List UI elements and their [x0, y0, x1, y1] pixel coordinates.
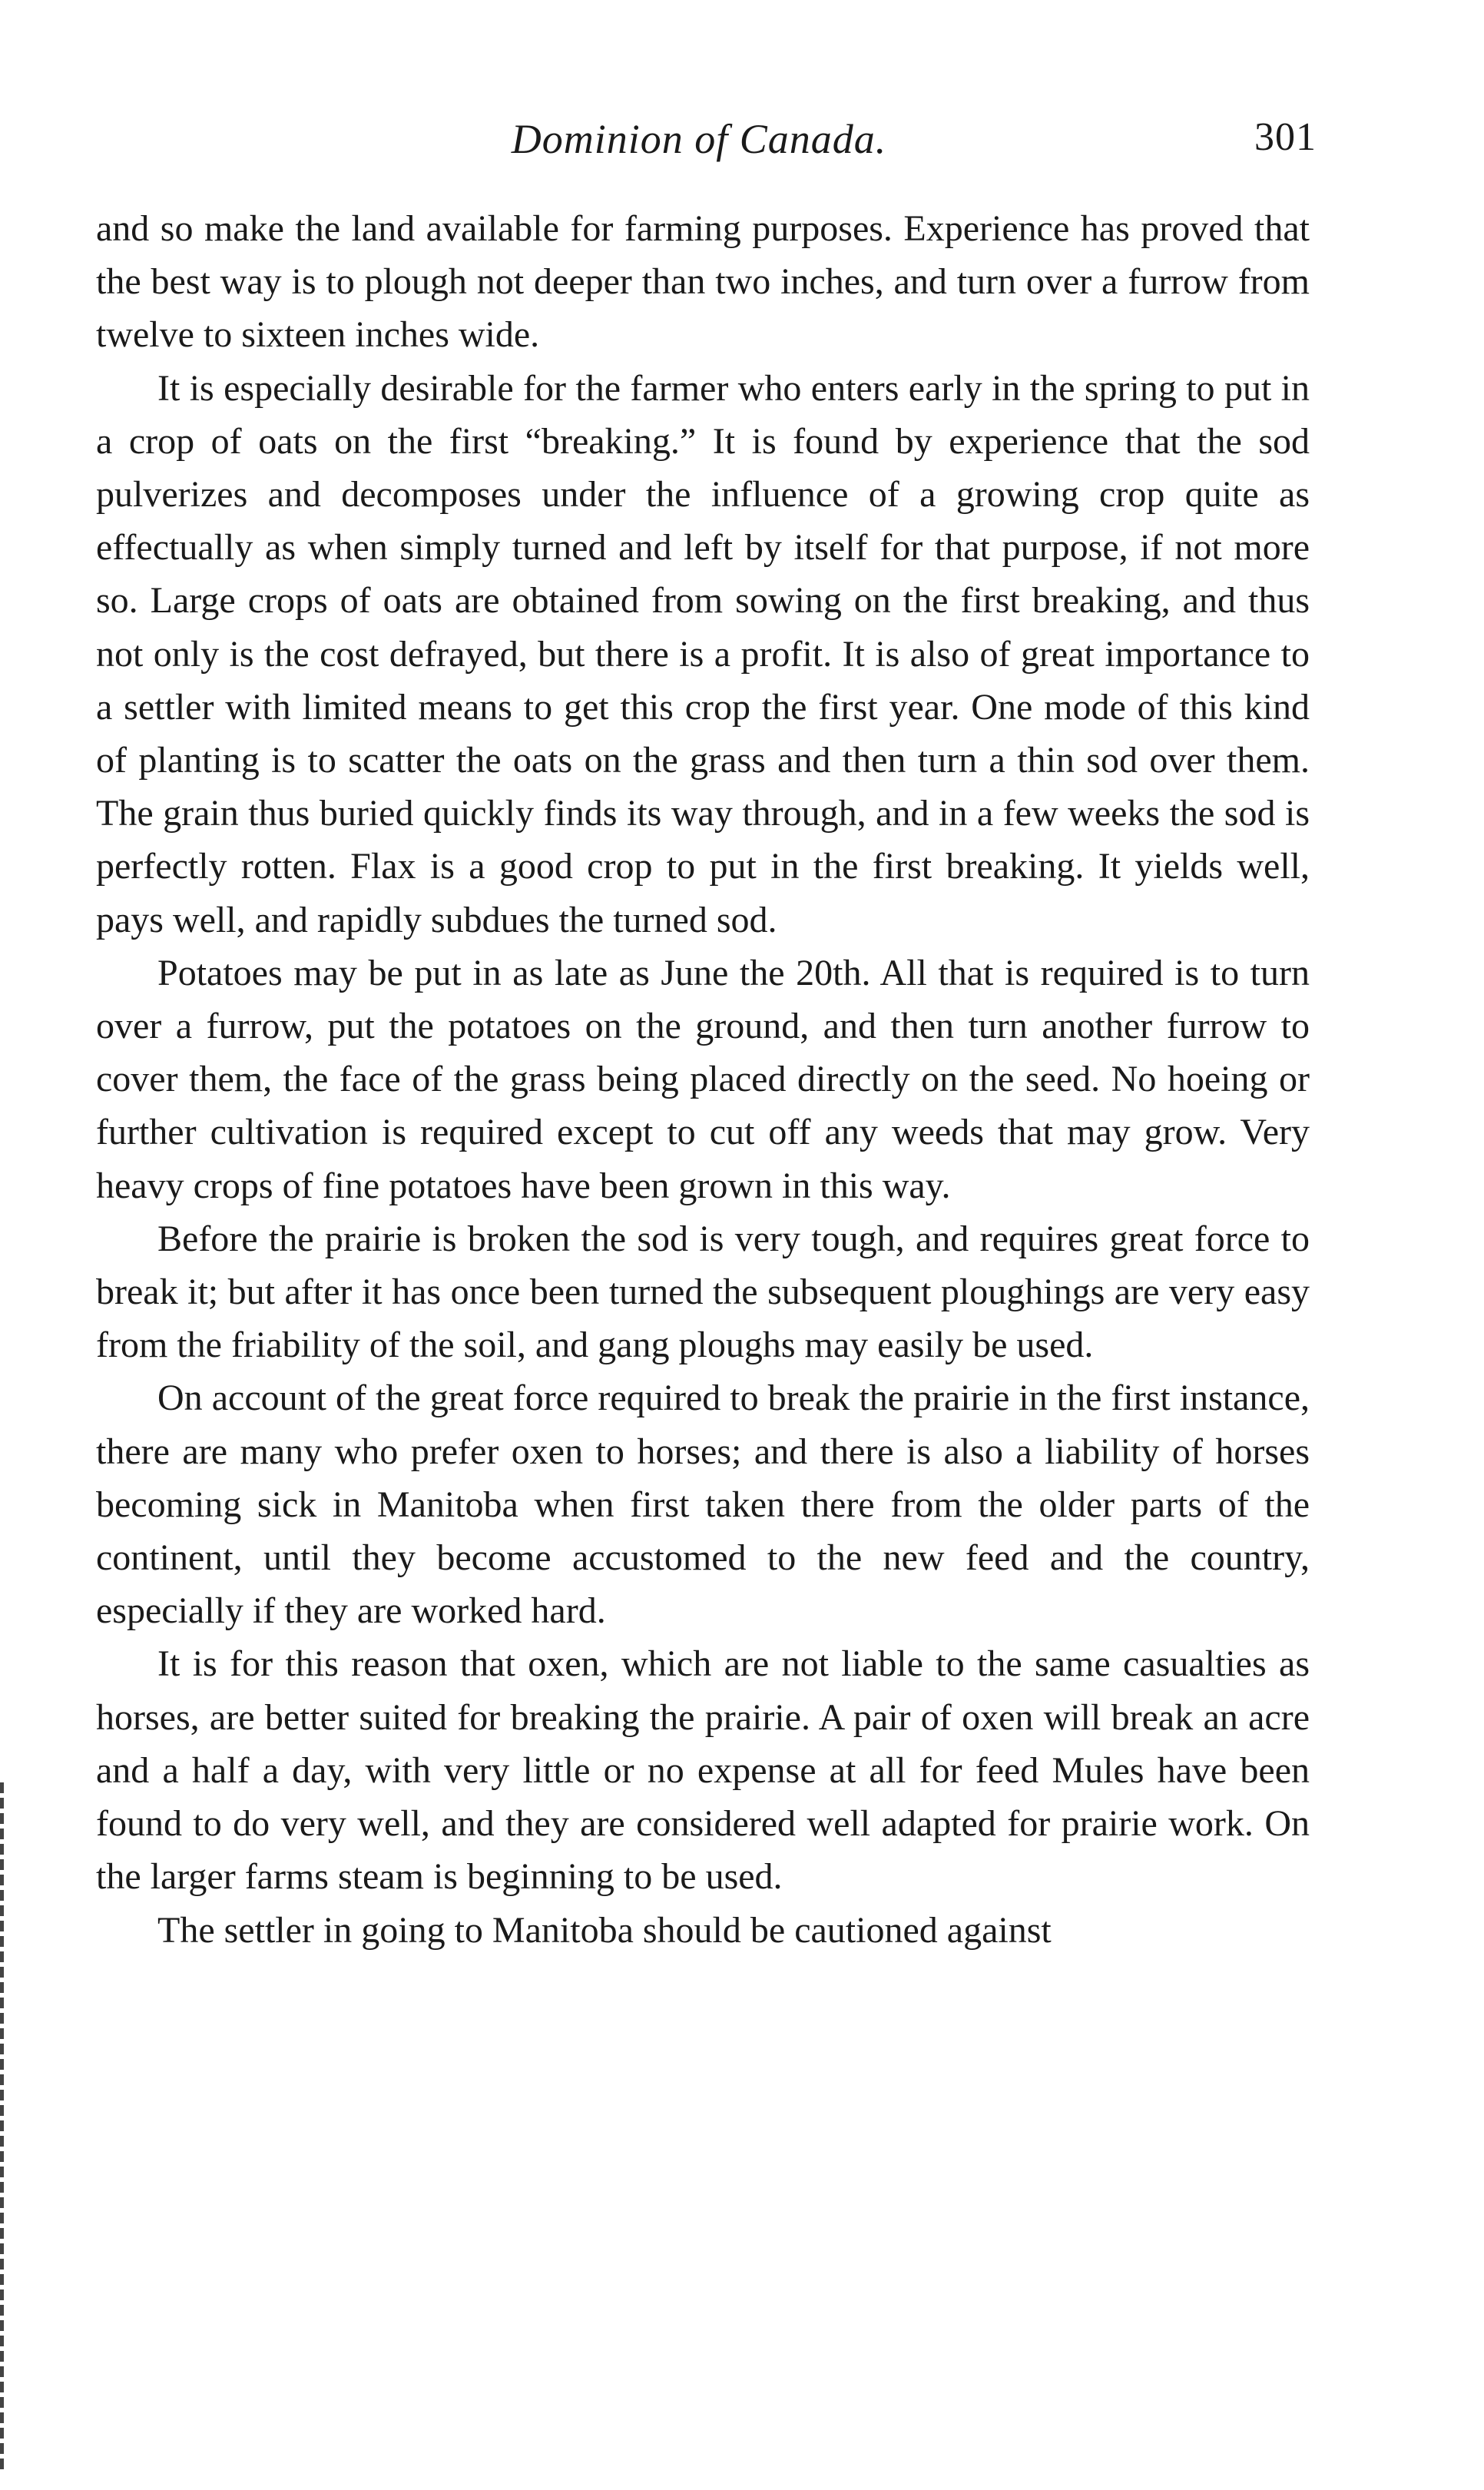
body-text	[96, 202, 1310, 1957]
paragraph-2: It is especially desirable for the farmer who enters early in the spring to put in a crop of oats on the first “breaking.” It is found by experience that the sod pulverizes and decomposes under the influence of a growing crop quite as effectually as when simply turned and left by itself for that purpose, if not more so. Large crops of oats are obtained from sowing on the first breaking, and thus not only is the cost defrayed, but there is a profit. It is also of great importance to a settler with limited means to get this crop the first year. One mode of this kind of planting is to scatter the oats on the grass and then turn a thin sod over them. The grain thus buried quickly finds its way through, and in a few weeks the sod is perfectly rotten. Flax is a good crop to put in the first breaking. It yields well, pays well, and rapidly subdues the turned sod.	[96, 367, 1310, 940]
paragraph-7: The settler in going to Manitoba should be cautioned against	[157, 1909, 1052, 1951]
paragraph-4: Before the prairie is broken the sod is very tough, and requires great force to break it; but after it has once been turned the subsequent ploughings are very easy from the friability of the soil, and gang ploughs may easily be used.	[96, 1218, 1310, 1366]
running-title: Dominion of Canada.	[511, 116, 887, 162]
running-head	[92, 114, 1317, 175]
paragraph-5: On account of the great force required to break the prairie in the first instance, there are many who prefer oxen to horses; and there is also a liability of horses becoming sick in Manitoba when first taken there from the older parts of the continent, until they become accustomed to the new feed and the country, especially if they are worked hard.	[96, 1378, 1310, 1632]
paragraph-6: It is for this reason that oxen, which are not liable to the same casualties as horses, are better suited for breaking the prairie. A pair of oxen will break an acre and a half a day, with very little or no expense at all for feed Mules have been found to do very well, and they are considered well adapted for prairie work. On the larger farms steam is beginning to be used.	[96, 1643, 1310, 1898]
paragraph-3: Potatoes may be put in as late as June the 20th. All that is required is to turn over a furrow, put the potatoes on the ground, and then turn another furrow to cover them, the face of the grass being placed directly on the seed. No hoeing or further cultivation is required except to cut off any weeds that may grow. Very heavy crops of fine potatoes have been grown in this way.	[96, 952, 1310, 1206]
page-number: 301	[1254, 115, 1317, 159]
gutter-scan-edge	[0, 1782, 4, 2474]
paragraph-1: and so make the land available for farming purposes. Experience has proved that the best way is to plough not deeper than two inches, and turn over a furrow from twelve to sixteen inches wide.	[96, 208, 1310, 356]
